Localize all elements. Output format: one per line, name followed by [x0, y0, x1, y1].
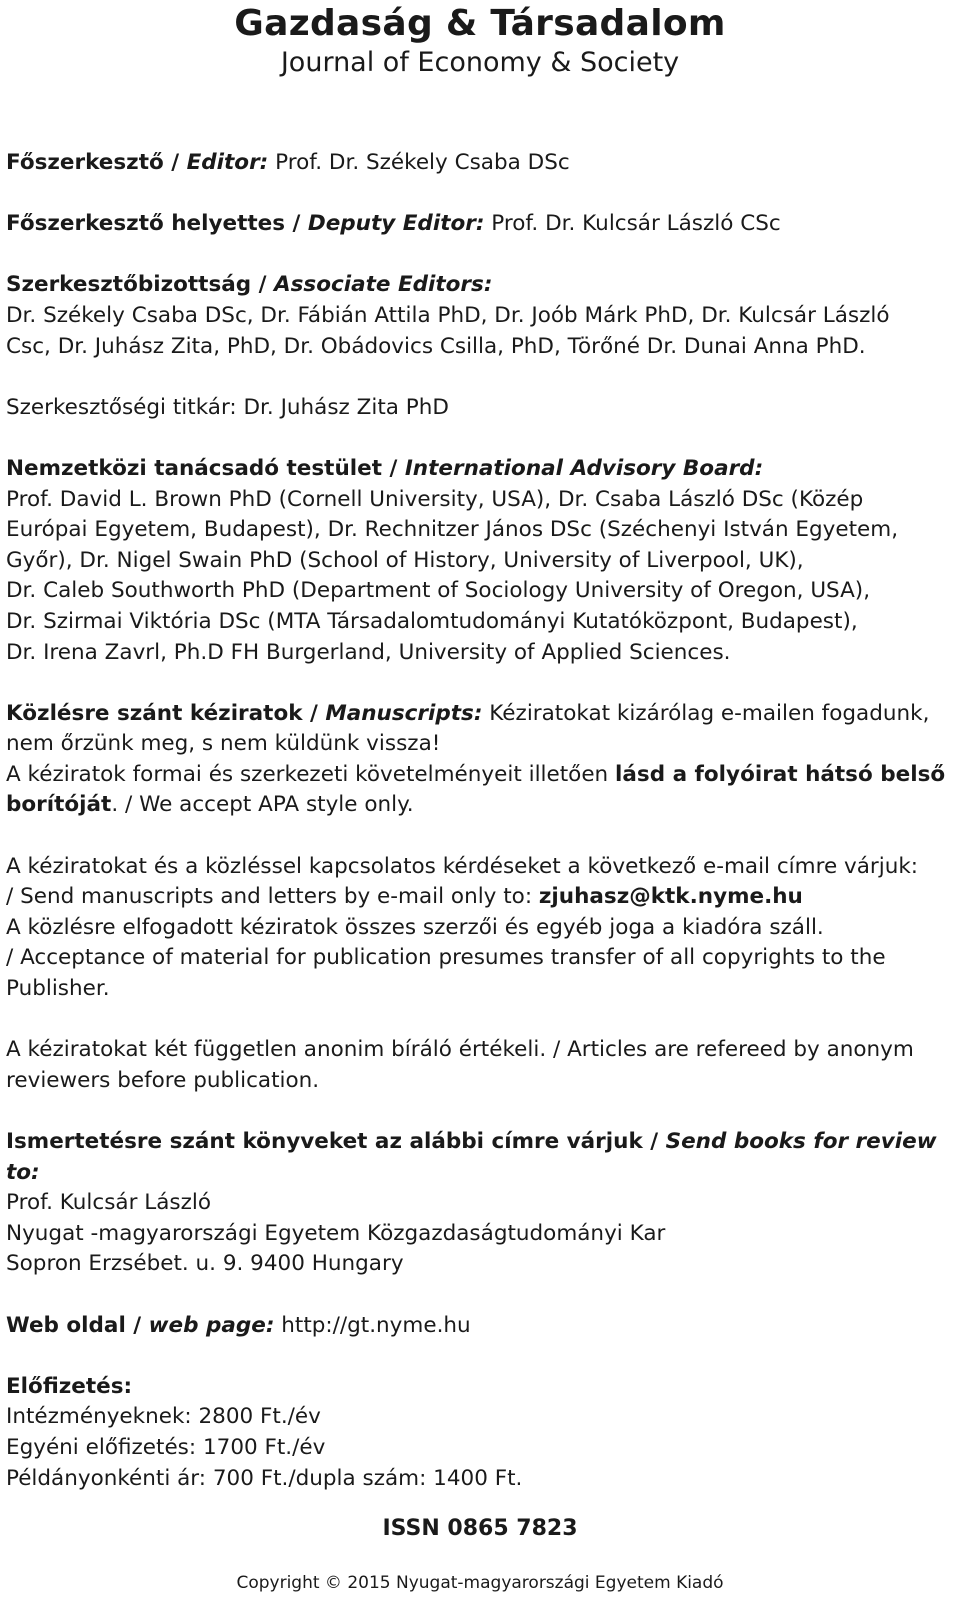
books-recipient: Prof. Kulcsár László: [6, 1190, 212, 1216]
books-institution: Nyugat -magyarországi Egyetem Közgazdaságtudományi Kar: [6, 1220, 666, 1246]
editor-line: [6, 148, 954, 179]
advisory-board-line: Dr. Caleb Southworth PhD (Department of Sociology University of Oregon, USA),: [6, 578, 871, 604]
review-line-1: A kéziratokat két független anonim bíráló értékeli. / Articles are refereed by anonym: [6, 1037, 914, 1063]
submission-line-4: / Acceptance of material for publication presumes transfer of all copyrights to the: [6, 945, 886, 971]
submission-line-2: [6, 882, 954, 913]
associate-editors-label-hu: Szerkesztőbizottság /: [6, 272, 274, 298]
copyright-notice: Copyright © 2015 Nyugat-magyarországi Egyetem Kiadó: [236, 1573, 724, 1593]
manuscripts-label-en: Manuscripts:: [325, 700, 483, 726]
advisory-board-line: Győr), Dr. Nigel Swain PhD (School of History, University of Liverpool, UK),: [6, 547, 804, 573]
submission-email-link[interactable]: zjuhasz@ktk.nyme.hu: [538, 884, 803, 910]
advisory-board-line: Dr. Irena Zavrl, Ph.D FH Burgerland, University of Applied Sciences.: [6, 639, 731, 665]
manuscripts-line-4: [6, 790, 954, 821]
manuscripts-requirements-ref: lásd a folyóirat hátsó belső: [615, 761, 946, 787]
advisory-board-heading: [6, 454, 954, 485]
books-label-hu: Ismertetésre szánt könyveket az alábbi címre várjuk /: [6, 1129, 666, 1154]
editorial-secretary: Szerkesztőségi titkár: Dr. Juhász Zita PhD: [6, 394, 449, 420]
books-label-en: Send books for review to:: [6, 1129, 937, 1185]
advisory-board-label-en: International Advisory Board:: [404, 455, 764, 481]
imprint-content: [6, 148, 954, 1494]
submission-line-3: A közlésre elfogadott kéziratok összes szerzői és egyéb joga a kiadóra száll.: [6, 914, 824, 940]
editor-label-hu: Főszerkesztő /: [6, 150, 187, 175]
web-url-link[interactable]: http://gt.nyme.hu: [274, 1312, 471, 1338]
deputy-editor-line: [6, 209, 954, 240]
associate-editors-line-2: Csc, Dr. Juhász Zita, PhD, Dr. Obádovics Csilla, PhD, Törőné Dr. Dunai Anna PhD.: [6, 333, 866, 359]
manuscripts-label-hu: Közlésre szánt kéziratok /: [6, 700, 326, 726]
journal-subtitle: Journal of Economy & Society: [280, 47, 680, 78]
journal-title: Gazdaság & Társadalom: [234, 3, 726, 44]
submission-line-5: Publisher.: [6, 976, 110, 1002]
submission-send-text: / Send manuscripts and letters by e-mail only to:: [6, 884, 539, 910]
subscription-individual: Egyéni előfizetés: 1700 Ft./év: [6, 1434, 326, 1460]
web-label-en: web page:: [148, 1312, 275, 1338]
web-label-hu: Web oldal /: [6, 1312, 149, 1338]
deputy-editor-label-en: Deputy Editor:: [307, 211, 485, 237]
manuscripts-requirements-text: A kéziratok formai és szerkezeti követelményeit illetően: [6, 761, 616, 787]
manuscripts-text: Kéziratokat kizárólag e-mailen fogadunk,: [482, 700, 930, 726]
advisory-board-line: Európai Egyetem, Budapest), Dr. Rechnitzer János DSc (Széchenyi István Egyetem,: [6, 517, 899, 543]
submission-line-1: A kéziratokat és a közléssel kapcsolatos kérdéseket a következő e-mail címre várjuk:: [6, 853, 919, 879]
manuscripts-line-2: nem őrzünk meg, s nem küldünk vissza!: [6, 731, 441, 757]
issn-number: ISSN 0865 7823: [382, 1516, 578, 1541]
editor-label-en: Editor:: [186, 150, 269, 175]
web-line: [6, 1311, 954, 1342]
masthead: [0, 0, 960, 80]
editor-name: Prof. Dr. Székely Csaba DSc: [268, 150, 570, 175]
advisory-board-line: Dr. Szirmai Viktória DSc (MTA Társadalomtudományi Kutatóközpont, Budapest),: [6, 608, 858, 634]
manuscripts-requirements-ref-end: borítóját: [6, 792, 112, 818]
deputy-editor-name: Prof. Dr. Kulcsár László CSc: [484, 211, 781, 237]
manuscripts-line-1: [6, 699, 954, 730]
review-line-2: reviewers before publication.: [6, 1067, 320, 1093]
manuscripts-line-3: [6, 760, 954, 791]
advisory-board-line: Prof. David L. Brown PhD (Cornell University, USA), Dr. Csaba László DSc (Közép: [6, 486, 864, 512]
associate-editors-line-1: Dr. Székely Csaba DSc, Dr. Fábián Attila PhD, Dr. Joób Márk PhD, Dr. Kulcsár László: [6, 302, 890, 328]
manuscripts-apa-note: . / We accept APA style only.: [111, 792, 414, 818]
associate-editors-label-en: Associate Editors:: [273, 272, 493, 298]
subscription-institutions: Intézményeknek: 2800 Ft./év: [6, 1404, 321, 1430]
subscription-per-copy: Példányonkénti ár: 700 Ft./dupla szám: 1400 Ft.: [6, 1465, 523, 1491]
advisory-board-label-hu: Nemzetközi tanácsadó testület /: [6, 455, 405, 481]
books-address: Sopron Erzsébet. u. 9. 9400 Hungary: [6, 1251, 404, 1277]
subscription-heading: Előfizetés:: [6, 1373, 133, 1399]
deputy-editor-label-hu: Főszerkesztő helyettes /: [6, 211, 308, 237]
books-heading: [6, 1127, 954, 1188]
associate-editors-heading: [6, 270, 954, 301]
